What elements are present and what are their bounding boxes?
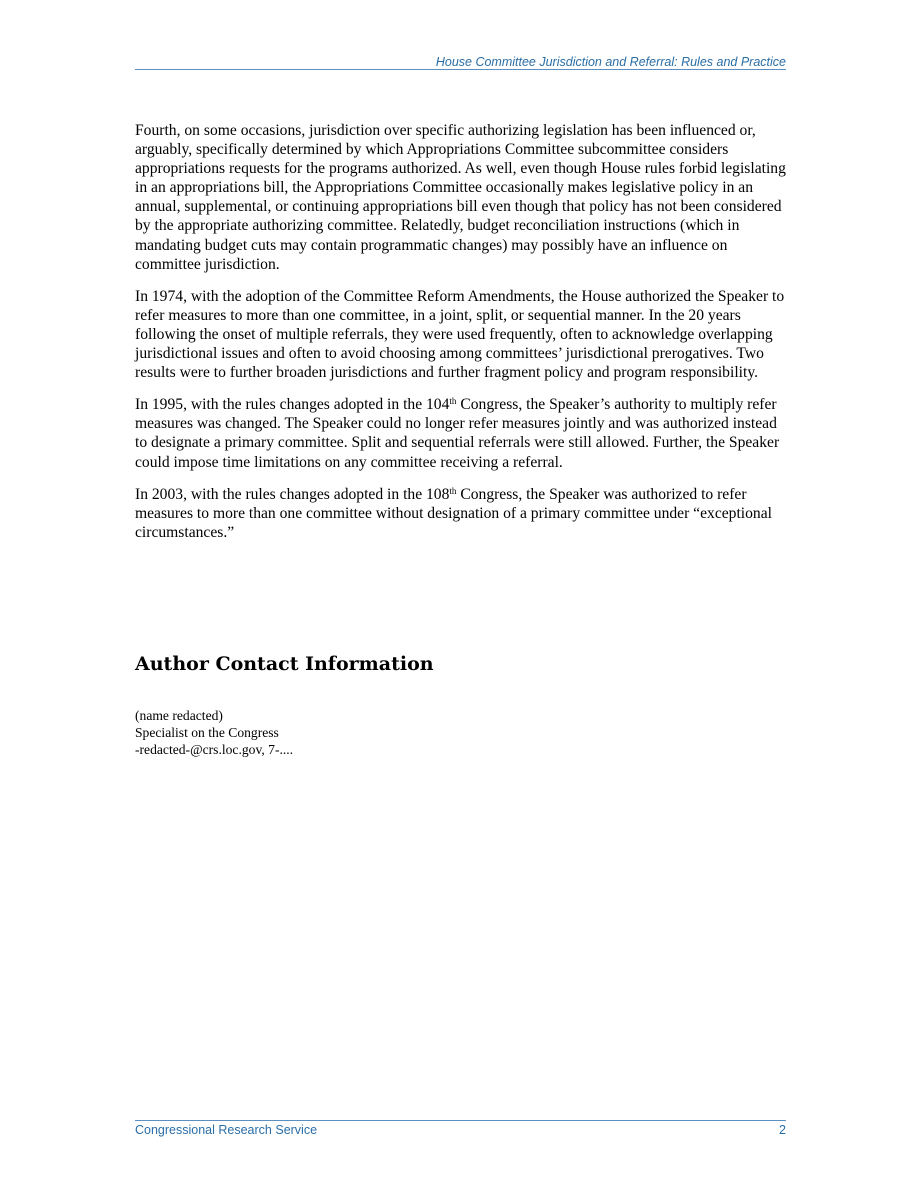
header-divider xyxy=(135,69,786,70)
ordinal-suffix: th xyxy=(449,396,457,407)
body-text xyxy=(135,121,786,555)
author-email: -redacted-@crs.loc.gov, 7-.... xyxy=(135,742,294,758)
footer-divider xyxy=(135,1120,786,1121)
author-name: (name redacted) xyxy=(135,708,223,723)
paragraph-4-rest: Congress, the Speaker was authorized to refer measures to more than one committee without designation of a primary committee under “exceptional circumstances.” xyxy=(135,485,772,541)
page-number: 2 xyxy=(779,1123,786,1137)
author-title: Specialist on the Congress xyxy=(135,725,279,741)
author-contact-heading: Author Contact Information xyxy=(135,653,434,675)
paragraph-3 xyxy=(135,395,786,471)
footer-organization: Congressional Research Service xyxy=(135,1123,318,1137)
author-contact-block xyxy=(135,707,293,759)
paragraph-2: In 1974, with the adoption of the Committee Reform Amendments, the House authorized the Speaker to refer measures to more than one committee, in a joint, split, or sequential manner. In the 20 years following the onset of multiple referrals, they were used frequently, often to acknowledge overlapping jurisdictional issues and often to avoid choosing among committees’ jurisdictional prerogatives. Two results were to further broaden jurisdictions and further fragment policy and program responsibility. xyxy=(135,287,785,382)
paragraph-3-lead: In 1995, with the rules changes adopted in the 104 xyxy=(135,396,450,414)
paragraph-3-rest: Congress, the Speaker’s authority to multiply refer measures was changed. The Speaker could no longer refer measures jointly and was authorized instead to designate a primary committee. Split and sequential referrals were still allowed. Further, the Speaker could impose time limitations on any committee receiving a referral. xyxy=(135,396,780,471)
ordinal-suffix: th xyxy=(449,485,457,496)
paragraph-4 xyxy=(135,485,786,542)
paragraph-1: Fourth, on some occasions, jurisdiction over specific authorizing legislation has been influenced or, arguably, specifically determined by which Appropriations Committee subcommittee considers appropriations requests for the programs authorized. As well, even though House rules forbid legislating in an appropriations bill, the Appropriations Committee occasionally makes legislative policy in an annual, supplemental, or continuing appropriations bill even though that policy has not been considered by the appropriate authorizing committee. Relatedly, budget reconciliation instructions (which in mandating budget cuts may contain programmatic changes) may possibly have an influence on committee jurisdiction. xyxy=(135,122,786,273)
paragraph-4-lead: In 2003, with the rules changes adopted in the 108 xyxy=(135,485,450,503)
running-header: House Committee Jurisdiction and Referral: Rules and Practice xyxy=(435,55,786,69)
